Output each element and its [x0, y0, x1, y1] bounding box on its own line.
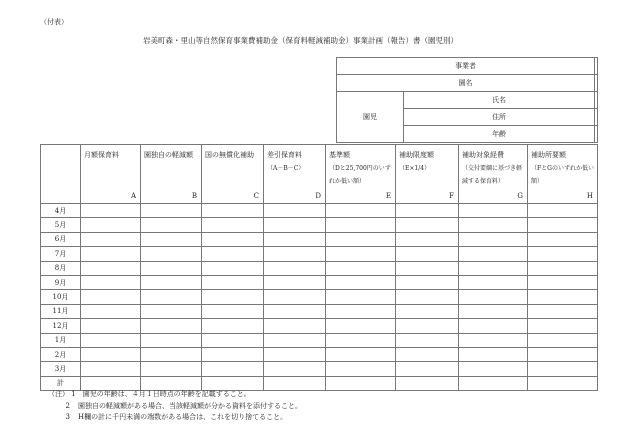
amount-cell[interactable]: [528, 247, 598, 261]
table-row: [41, 261, 598, 275]
amount-cell[interactable]: [141, 218, 202, 232]
amount-cell[interactable]: [141, 290, 202, 304]
child-label: 園児: [337, 92, 404, 143]
amount-cell[interactable]: [202, 290, 264, 304]
column-title: 差引保育料: [267, 151, 302, 159]
column-title: 園独自の軽減額: [144, 151, 193, 159]
amount-cell[interactable]: [264, 333, 326, 347]
column-title: 国の無償化補助: [205, 151, 254, 159]
month-label: 計: [41, 376, 81, 390]
note-text: 園児の年齢は、４月１日時点の年齢を記載すること。: [82, 390, 251, 398]
amount-cell[interactable]: [264, 204, 326, 218]
age-label: 年齢: [404, 126, 595, 143]
column-subtitle: （Dと25,700円のいずれか低い額）: [329, 165, 391, 185]
amount-cell[interactable]: [326, 247, 396, 261]
notes-label: （注）: [48, 390, 69, 398]
amount-cell[interactable]: [141, 261, 202, 275]
column-header: [326, 145, 396, 204]
amount-cell[interactable]: [141, 204, 202, 218]
amount-cell[interactable]: [81, 261, 141, 275]
amount-cell[interactable]: [326, 218, 396, 232]
name-label: 氏名: [404, 92, 595, 109]
amount-cell[interactable]: [202, 261, 264, 275]
amount-cell[interactable]: [396, 319, 459, 333]
table-row: [41, 319, 598, 333]
amount-cell[interactable]: [141, 319, 202, 333]
amount-cell[interactable]: [141, 247, 202, 261]
amount-cell[interactable]: [326, 261, 396, 275]
column-letter: G: [517, 192, 523, 200]
column-subtitle: （A－B－C）: [267, 165, 305, 172]
month-label: 9月: [41, 275, 81, 289]
amount-cell[interactable]: [396, 232, 459, 246]
table-row: [41, 218, 598, 232]
amount-cell[interactable]: [459, 319, 528, 333]
column-letter: D: [315, 192, 321, 200]
amount-cell[interactable]: [396, 261, 459, 275]
age-field[interactable]: [595, 126, 598, 143]
amount-cell[interactable]: [459, 232, 528, 246]
amount-cell[interactable]: [141, 275, 202, 289]
amount-cell[interactable]: [459, 333, 528, 347]
month-label: 8月: [41, 261, 81, 275]
amount-cell[interactable]: [528, 261, 598, 275]
notes: [48, 389, 302, 424]
column-header: [81, 145, 141, 204]
month-header: [41, 145, 81, 204]
name-field[interactable]: [595, 92, 598, 109]
table-row: [41, 204, 598, 218]
amount-cell[interactable]: [459, 261, 528, 275]
month-label: 1月: [41, 333, 81, 347]
amount-cell[interactable]: [202, 204, 264, 218]
amount-cell[interactable]: [459, 347, 528, 361]
amount-cell[interactable]: [396, 376, 459, 390]
column-title: 基準額: [329, 151, 350, 159]
amount-cell[interactable]: [264, 232, 326, 246]
note-number: 2: [65, 401, 70, 410]
table-row: [41, 304, 598, 318]
amount-cell[interactable]: [141, 304, 202, 318]
amount-cell[interactable]: [459, 376, 528, 390]
month-label: 5月: [41, 218, 81, 232]
facility-field[interactable]: [595, 75, 598, 92]
amount-cell[interactable]: [396, 247, 459, 261]
table-row: [41, 347, 598, 361]
table-row: [41, 362, 598, 376]
amount-cell[interactable]: [528, 333, 598, 347]
amount-cell[interactable]: [528, 376, 598, 390]
amount-cell[interactable]: [264, 261, 326, 275]
amount-cell[interactable]: [264, 275, 326, 289]
amount-cell[interactable]: [202, 347, 264, 361]
amount-cell[interactable]: [459, 204, 528, 218]
table-row: [41, 290, 598, 304]
amount-cell[interactable]: [326, 290, 396, 304]
month-label: 4月: [41, 204, 81, 218]
month-label: 11月: [41, 304, 81, 318]
amount-cell[interactable]: [81, 232, 141, 246]
amount-cell[interactable]: [396, 275, 459, 289]
amount-cell[interactable]: [264, 290, 326, 304]
amount-cell[interactable]: [326, 333, 396, 347]
column-subtitle: （FとGのいずれか低い額）: [531, 165, 594, 185]
info-table: [336, 57, 598, 143]
amount-cell[interactable]: [528, 304, 598, 318]
amount-cell[interactable]: [81, 275, 141, 289]
facility-label: 園名: [337, 75, 595, 92]
amount-cell[interactable]: [528, 347, 598, 361]
amount-cell[interactable]: [326, 362, 396, 376]
note-text: H欄の計に千円未満の端数がある場合は、これを切り捨てること。: [78, 413, 288, 421]
amount-cell[interactable]: [81, 333, 141, 347]
column-header: [264, 145, 326, 204]
month-label: 12月: [41, 319, 81, 333]
amount-cell[interactable]: [326, 376, 396, 390]
amount-cell[interactable]: [528, 290, 598, 304]
amount-cell[interactable]: [459, 362, 528, 376]
amount-cell[interactable]: [326, 304, 396, 318]
header-row: [41, 145, 598, 204]
amount-cell[interactable]: [202, 218, 264, 232]
amount-cell[interactable]: [81, 304, 141, 318]
amount-cell[interactable]: [528, 362, 598, 376]
amount-cell[interactable]: [202, 304, 264, 318]
amount-cell[interactable]: [202, 232, 264, 246]
amount-cell[interactable]: [264, 362, 326, 376]
attachment-label: （付表）: [40, 18, 68, 26]
column-header: [528, 145, 598, 204]
note-number: 3: [65, 413, 70, 421]
address-label: 住所: [404, 109, 595, 126]
amount-cell[interactable]: [396, 204, 459, 218]
amount-cell[interactable]: [396, 362, 459, 376]
note-text: 園独自の軽減額がある場合、当該軽減額が分かる資料を添付すること。: [78, 401, 302, 410]
amount-cell[interactable]: [81, 362, 141, 376]
amount-cell[interactable]: [202, 247, 264, 261]
column-title: 補助所要額: [531, 151, 566, 159]
amount-cell[interactable]: [396, 333, 459, 347]
amount-cell[interactable]: [202, 319, 264, 333]
amount-cell[interactable]: [326, 232, 396, 246]
document-title: 岩美町森・里山等自然保育事業費補助金（保育料軽減補助金）事業計画（報告）書（園児別）: [143, 36, 458, 45]
operator-label: 事業者: [337, 58, 595, 75]
amount-cell[interactable]: [264, 304, 326, 318]
amount-cell[interactable]: [81, 218, 141, 232]
amount-cell[interactable]: [528, 232, 598, 246]
column-letter: H: [586, 192, 593, 200]
amount-cell[interactable]: [459, 290, 528, 304]
amount-cell[interactable]: [141, 232, 202, 246]
column-title: 補助限度額: [399, 151, 434, 159]
amount-cell[interactable]: [459, 275, 528, 289]
amount-cell[interactable]: [264, 347, 326, 361]
amount-cell[interactable]: [264, 319, 326, 333]
amount-cell[interactable]: [81, 247, 141, 261]
amount-cell[interactable]: [202, 362, 264, 376]
column-header: [141, 145, 202, 204]
column-letter: A: [130, 192, 136, 200]
amount-cell[interactable]: [264, 247, 326, 261]
amount-cell[interactable]: [202, 275, 264, 289]
column-title: 補助対象経費: [462, 151, 504, 159]
amount-cell[interactable]: [326, 347, 396, 361]
month-label: 3月: [41, 362, 81, 376]
column-letter: E: [385, 192, 391, 200]
amount-cell[interactable]: [326, 204, 396, 218]
amount-cell[interactable]: [264, 218, 326, 232]
amount-cell[interactable]: [528, 218, 598, 232]
amount-cell[interactable]: [396, 347, 459, 361]
amount-cell[interactable]: [396, 304, 459, 318]
table-row: [41, 232, 598, 246]
amount-cell[interactable]: [326, 319, 396, 333]
amount-cell[interactable]: [459, 247, 528, 261]
table-row: [41, 275, 598, 289]
amount-cell[interactable]: [141, 333, 202, 347]
amount-cell[interactable]: [81, 319, 141, 333]
table-row: [41, 247, 598, 261]
column-letter: C: [253, 192, 259, 200]
column-letter: F: [449, 192, 454, 200]
amount-cell[interactable]: [528, 319, 598, 333]
amount-cell[interactable]: [528, 204, 598, 218]
month-label: 2月: [41, 347, 81, 361]
amount-cell[interactable]: [459, 218, 528, 232]
column-header: [396, 145, 459, 204]
amount-cell[interactable]: [396, 290, 459, 304]
month-label: 10月: [41, 290, 81, 304]
address-field[interactable]: [595, 109, 598, 126]
amount-cell[interactable]: [81, 204, 141, 218]
column-header: [459, 145, 528, 204]
amount-cell[interactable]: [81, 290, 141, 304]
table-row: [41, 333, 598, 347]
amount-cell[interactable]: [326, 275, 396, 289]
amount-cell[interactable]: [141, 347, 202, 361]
amount-cell[interactable]: [202, 333, 264, 347]
amount-cell[interactable]: [528, 275, 598, 289]
amount-cell[interactable]: [141, 362, 202, 376]
column-subtitle: （交付要綱に基づき軽減する保育料）: [462, 165, 523, 185]
column-subtitle: （E×1/4）: [399, 165, 431, 172]
column-title: 月額保育料: [84, 151, 119, 159]
note-number: 1: [71, 390, 76, 398]
amount-cell[interactable]: [396, 218, 459, 232]
amount-cell[interactable]: [459, 304, 528, 318]
column-letter: B: [191, 192, 197, 200]
month-label: 7月: [41, 247, 81, 261]
operator-field[interactable]: [595, 58, 598, 75]
amount-cell[interactable]: [81, 347, 141, 361]
column-header: [202, 145, 264, 204]
monthly-table: [40, 144, 598, 391]
month-label: 6月: [41, 232, 81, 246]
